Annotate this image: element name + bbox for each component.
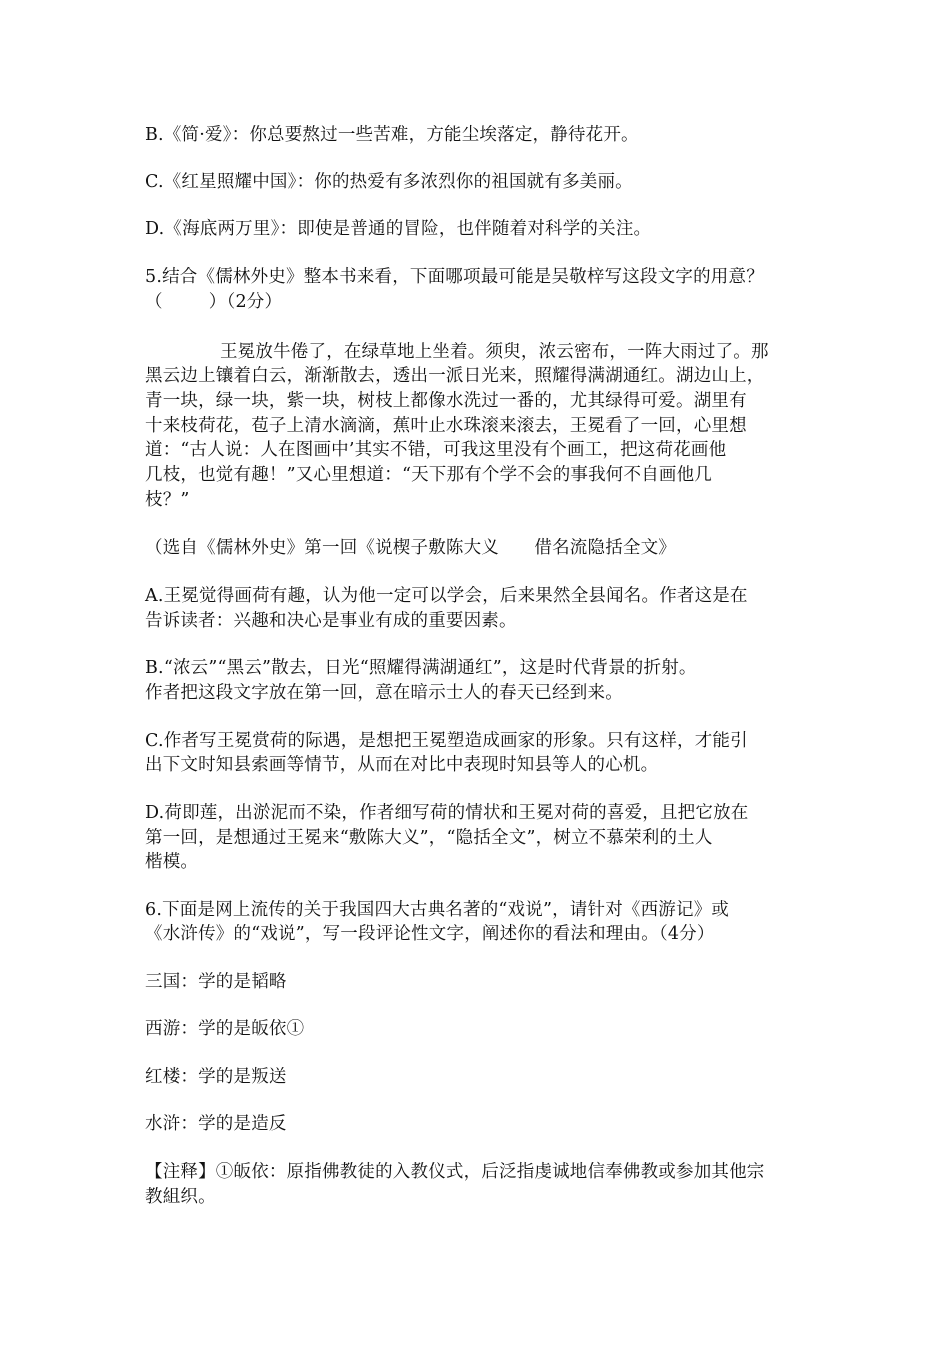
passage-line: 枝？” [145, 490, 190, 510]
passage-line: 王冕放牛倦了，在绿草地上坐着。须臾，浓云密布，一阵大雨过了。那 [220, 342, 769, 362]
q5-option-d-line: 第一回，是想通过王冕来“敷陈大义”，“隐括全文”，树立不慕荣利的土人 [145, 828, 713, 848]
passage-line: 几枝，也觉有趣！”又心里想道：“天下那有个学不会的事我何不自画他几 [145, 465, 712, 485]
q5-option-d-line: 楷模。 [145, 852, 199, 872]
q5-option-d-line: D.荷即莲，出淤泥而不染，作者细写荷的情状和王冕对荷的喜爱，且把它放在 [145, 803, 749, 823]
q5-option-b-line: B.“浓云”“黑云”散去，日光“照耀得满湖通红”，这是时代背景的折射。 [145, 658, 697, 678]
q6-stem-line: 《水浒传》的“戏说”，写一段评论性文字，阐述你的看法和理由。（4分） [145, 924, 715, 944]
passage-source: （选自《儒林外史》第一回《说楔子敷陈大义 借名流隐括全文》 [145, 538, 676, 558]
q6-item: 红楼：学的是叛送 [145, 1067, 287, 1087]
passage-line: 青一块，绿一块，紫一块，树枝上都像水洗过一番的，尤其绿得可爱。湖里有 [145, 391, 747, 411]
q4-option-c: C.《红星照耀中国》：你的热爱有多浓烈你的祖国就有多美丽。 [145, 172, 633, 192]
q4-option-d: D.《海底两万里》：即使是普通的冒险，也伴随着对科学的关注。 [145, 219, 652, 239]
note-line: 教組织。 [145, 1187, 216, 1207]
q6-item: 西游：学的是皈依① [145, 1019, 305, 1039]
q5-option-c-line: 出下文时知县索画等情节，从而在对比中表现时知县等人的心机。 [145, 755, 659, 775]
note-line: 【注释】①皈依：原指佛教徒的入教仪式，后泛指虔诚地信奉佛教或参加其他宗 [145, 1162, 765, 1182]
passage-line: 黑云边上镶着白云，渐渐散去，透出一派日光来，照耀得满湖通红。湖边山上， [145, 366, 765, 386]
q5-option-a-line: A.王冕觉得画荷有趣，认为他一定可以学会，后来果然全县闻名。作者这是在 [145, 586, 748, 606]
passage-line: 道：“古人说：人在图画中’其实不错，可我这里没有个画工，把这荷花画他 [145, 440, 727, 460]
q5-option-b-line: 作者把这段文字放在第一回，意在暗示士人的春天已经到来。 [145, 683, 623, 703]
q6-item: 水浒：学的是造反 [145, 1114, 287, 1134]
q5-option-c-line: C.作者写王冕赏荷的际遇，是想把王冕塑造成画家的形象。只有这样，才能引 [145, 731, 748, 751]
q4-option-b: B.《简·爱》：你总要熬过一些苦难，方能尘埃落定，静待花开。 [145, 125, 639, 145]
q5-stem-line-2: （ ）（2分） [145, 292, 283, 312]
q6-item: 三国：学的是韬略 [145, 972, 287, 992]
q5-option-a-line: 告诉读者：兴趣和决心是事业有成的重要因素。 [145, 611, 517, 631]
passage-line: 十来枝荷花，苞子上清水滴滴，蕉叶止水珠滚来滚去，王冕看了一回，心里想 [145, 416, 747, 436]
q6-stem-line: 6.下面是网上流传的关于我国四大古典名著的“戏说”，请针对《西游记》或 [145, 900, 730, 920]
q5-stem-line-1: 5.结合《儒林外史》整本书来看，下面哪项最可能是吴敬梓写这段文字的用意？ [145, 267, 764, 287]
